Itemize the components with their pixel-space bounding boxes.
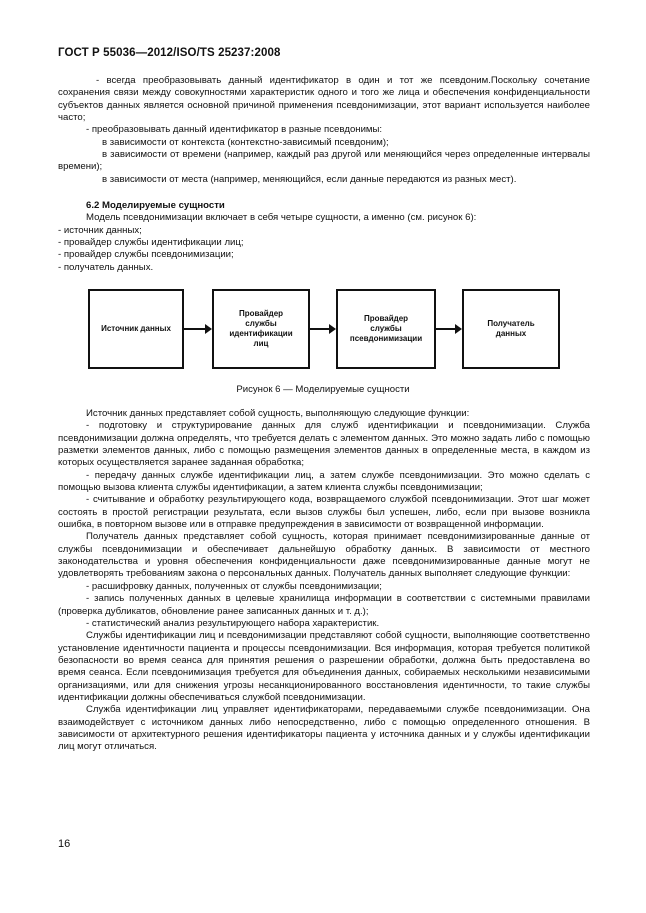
body-block [58, 408, 590, 754]
box-pseudonymisation-service [336, 289, 436, 369]
list-item: - провайдер службы псевдонимизации; [58, 249, 234, 261]
document-header: ГОСТ Р 55036—2012/ISO/TS 25237:2008 [58, 47, 281, 59]
paragraph: в зависимости от времени (например, каждый раз другой или меняющийся через определенные интервалы времени); [58, 149, 590, 173]
box-label: Получатель [487, 319, 535, 328]
list-item: - получатель данных. [58, 261, 154, 273]
figure-caption: Рисунок 6 — Моделируемые сущности [236, 384, 410, 395]
arrow-icon [436, 328, 456, 330]
paragraph: - всегда преобразовывать данный идентификатор в один и тот же псевдоним.Поскольку сочетание сохранения связи между совокупностями характеристик одного и того же лица и обеспечения конфиденциальности субъектов данных является основной причиной применения псевдонимизации, этот вариант используется наиболее часто; [58, 75, 590, 124]
intro-block [58, 75, 590, 186]
box-label: данных [495, 329, 527, 338]
box-label: Провайдер [238, 309, 284, 318]
paragraph: - считывание и обработку результирующего кода, возвращаемого службой псевдонимизации. Этот шаг может состоять в простой регистрации результата, если вызов службы был успешен, либо, если при вызове возникла ошибка, в повторном вызове или в отправке предупреждения в зависимости от возвращенной информации. [58, 494, 590, 531]
paragraph: - подготовку и структурирование данных для служб идентификации и псевдонимизации. Служба псевдонимизации должна определять, что требуется делать с элементом данных. Это можно задать либо с помощью разметки элементов данных, либо с помощью размещения элементов данных в определенные места, в каждом из которых осуществляется заранее заданная обработка; [58, 420, 590, 469]
paragraph: - запись полученных данных в целевые хранилища информации в соответствии с системными правилами (проверка дубликатов, обновление ранее записанных данных и т. д.); [58, 593, 590, 617]
paragraph: в зависимости от места (например, меняющийся, если данные передаются из разных мест). [102, 173, 517, 185]
paragraph: Службы идентификации лиц и псевдонимизации представляют собой сущности, выполняющие соответственно установление идентичности пациента и процессы псевдонимизации. Вся информация, которая требуется политикой безопасности во время сеанса для принятия решения о разрешении обработки, должна быть предоставлена во время сеанса. Если псевдонимизация требуется для объединения данных, собираемых несколькими независимыми организациями, или для снижения угрозы несанкционированного восстановления идентичности, то такие службы идентификации должны обеспечиваться службой псевдонимизации. [58, 630, 590, 703]
box-identity-service [212, 289, 310, 369]
paragraph: Служба идентификации лиц управляет идентификаторами, передаваемыми службе псевдонимизации. Она взаимодействует с источником данных либо непосредственно, либо с помощью определенного отношения. В зависимости от архитектурного решения идентификаторы пациента у источника данных и у службы идентификации лиц могут отличаться. [58, 704, 590, 753]
paragraph: - преобразовывать данный идентификатор в разные псевдонимы: [86, 124, 383, 136]
paragraph: Источник данных представляет собой сущность, выполняющую следующие функции: [86, 408, 470, 419]
figure-6-diagram [88, 289, 596, 373]
section-6-2 [58, 200, 590, 274]
box-data-source [88, 289, 184, 369]
page-number: 16 [58, 838, 71, 850]
box-label: службы [245, 319, 277, 328]
arrow-icon [184, 328, 206, 330]
box-label: службы [370, 324, 402, 333]
arrow-icon [310, 328, 330, 330]
list-item: - источник данных; [58, 224, 142, 236]
box-data-recipient [462, 289, 560, 369]
box-label: Провайдер [363, 314, 409, 323]
box-label: псевдонимизации [349, 334, 423, 343]
list-item: - провайдер службы идентификации лиц; [58, 237, 244, 249]
paragraph: - расшифровку данных, полученных от службы псевдонимизации; [86, 580, 382, 592]
paragraph: - передачу данных службе идентификации лиц, а затем службе псевдонимизации. Это можно сделать с помощью вызова клиента службы идентификации, а затем клиента службы псевдонимизации; [58, 469, 590, 494]
paragraph: Модель псевдонимизации включает в себя четыре сущности, а именно (см. рисунок 6): [86, 212, 477, 224]
box-label: Источник данных [101, 324, 171, 333]
box-label: лиц [253, 339, 269, 348]
box-label: идентификации [229, 329, 293, 338]
paragraph: Получатель данных представляет собой сущность, которая принимает псевдонимизированные данные от службы псевдонимизации и обеспечивает дальнейшую обработку данных. В зависимости от местного законодательства и уровня обеспечения конфиденциальности даже псевдонимизированные данные могут не удовлетворять требованиям закона о персональных данных. Получатель данных выполняет следующие функции: [58, 531, 590, 580]
paragraph: - статистический анализ результирующего набора характеристик. [86, 617, 380, 629]
paragraph: в зависимости от контекста (контекстно-зависимый псевдоним); [102, 136, 389, 148]
section-heading: 6.2 Моделируемые сущности [86, 200, 225, 211]
